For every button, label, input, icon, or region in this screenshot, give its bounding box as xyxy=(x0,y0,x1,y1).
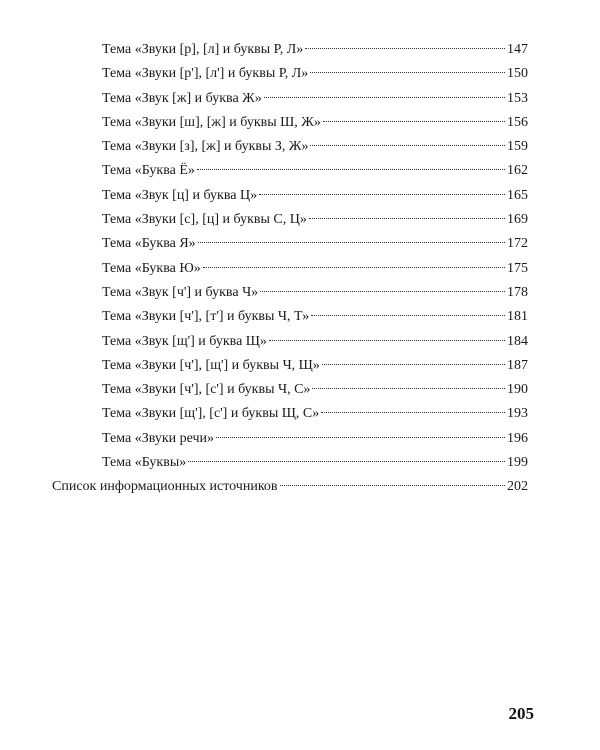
toc-entry-title: Тема «Звуки речи» xyxy=(102,430,215,446)
toc-leader-dots xyxy=(310,145,505,146)
toc-entry-page: 190 xyxy=(507,382,528,398)
toc-entry xyxy=(0,305,600,329)
toc-entry-title: Тема «Буква Ю» xyxy=(102,260,201,276)
toc-entry-title: Тема «Звуки [р'], [л'] и буквы Р, Л» xyxy=(102,66,309,82)
toc-entry xyxy=(0,232,600,256)
toc-entry xyxy=(0,281,600,305)
toc-entry-title: Тема «Буква Ё» xyxy=(102,163,195,179)
toc-leader-dots xyxy=(259,194,505,195)
toc-leader-dots xyxy=(312,388,505,389)
toc-leader-dots xyxy=(198,242,505,243)
toc-leader-dots xyxy=(309,218,505,219)
toc-entry xyxy=(0,378,600,402)
toc-entry-page: 193 xyxy=(507,406,528,422)
toc-entry xyxy=(0,135,600,159)
toc-entry xyxy=(0,87,600,111)
toc-entry-page: 172 xyxy=(507,236,528,252)
toc-entry-page: 184 xyxy=(507,333,528,349)
toc-entry-page: 156 xyxy=(507,114,528,130)
toc-leader-dots xyxy=(323,121,505,122)
toc-entry-title: Тема «Звуки [с], [ц] и буквы С, Ц» xyxy=(102,212,307,228)
toc-entry-title: Список информационных источников xyxy=(52,479,278,495)
toc-entry-title: Тема «Звуки [ч'], [т'] и буквы Ч, Т» xyxy=(102,309,310,325)
table-of-contents xyxy=(0,38,600,500)
toc-entry xyxy=(0,184,600,208)
toc-leader-dots xyxy=(264,97,505,98)
toc-entry xyxy=(0,427,600,451)
toc-entry xyxy=(0,208,600,232)
toc-entry xyxy=(0,62,600,86)
toc-entry-page: 199 xyxy=(507,455,528,471)
toc-entry xyxy=(0,402,600,426)
toc-leader-dots xyxy=(197,169,505,170)
toc-entry xyxy=(0,159,600,183)
toc-entry-title: Тема «Звуки [ч'], [с'] и буквы Ч, С» xyxy=(102,382,311,398)
toc-entry-page: 159 xyxy=(507,139,528,155)
toc-entry-page: 162 xyxy=(507,163,528,179)
toc-entry xyxy=(0,354,600,378)
toc-entry xyxy=(0,257,600,281)
toc-leader-dots xyxy=(322,364,505,365)
toc-entry xyxy=(0,38,600,62)
toc-entry-page: 175 xyxy=(507,260,528,276)
toc-entry-title: Тема «Звуки [з], [ж] и буквы З, Ж» xyxy=(102,139,309,155)
toc-entry-page: 196 xyxy=(507,430,528,446)
toc-entry-page: 150 xyxy=(507,66,528,82)
toc-entry-page: 181 xyxy=(507,309,528,325)
toc-leader-dots xyxy=(321,412,505,413)
toc-leader-dots xyxy=(311,315,505,316)
toc-entry-page: 153 xyxy=(507,90,528,106)
toc-entry-page: 169 xyxy=(507,212,528,228)
toc-entry-title: Тема «Звуки [ч'], [щ'] и буквы Ч, Щ» xyxy=(102,357,320,373)
page-number: 205 xyxy=(508,704,534,723)
toc-entry-title: Тема «Звук [ж] и буква Ж» xyxy=(102,90,262,106)
toc-entry-page: 165 xyxy=(507,187,528,203)
toc-entry-sources xyxy=(0,475,600,499)
toc-entry-page: 178 xyxy=(507,284,528,300)
toc-leader-dots xyxy=(305,48,505,49)
toc-entry-title: Тема «Звук [щ'] и буква Щ» xyxy=(102,333,267,349)
toc-entry xyxy=(0,111,600,135)
toc-entry-title: Тема «Звук [ц] и буква Ц» xyxy=(102,187,258,203)
toc-leader-dots xyxy=(310,72,505,73)
toc-leader-dots xyxy=(216,437,505,438)
toc-leader-dots xyxy=(280,485,505,486)
toc-entry-title: Тема «Звуки [р], [л] и буквы Р, Л» xyxy=(102,42,304,57)
toc-entry-page: 147 xyxy=(507,42,528,57)
toc-entry-page: 187 xyxy=(507,357,528,373)
toc-entry-page: 202 xyxy=(507,479,528,495)
toc-leader-dots xyxy=(269,340,505,341)
toc-entry-title: Тема «Звуки [ш], [ж] и буквы Ш, Ж» xyxy=(102,114,321,130)
toc-entry-title: Тема «Звуки [щ'], [с'] и буквы Щ, С» xyxy=(102,406,320,422)
toc-leader-dots xyxy=(188,461,505,462)
toc-entry-title: Тема «Буква Я» xyxy=(102,236,196,252)
toc-entry xyxy=(0,330,600,354)
toc-leader-dots xyxy=(260,291,505,292)
toc-leader-dots xyxy=(203,267,505,268)
toc-entry xyxy=(0,451,600,475)
toc-entry-title: Тема «Звук [ч'] и буква Ч» xyxy=(102,284,259,300)
toc-entry-title: Тема «Буквы» xyxy=(102,455,187,471)
